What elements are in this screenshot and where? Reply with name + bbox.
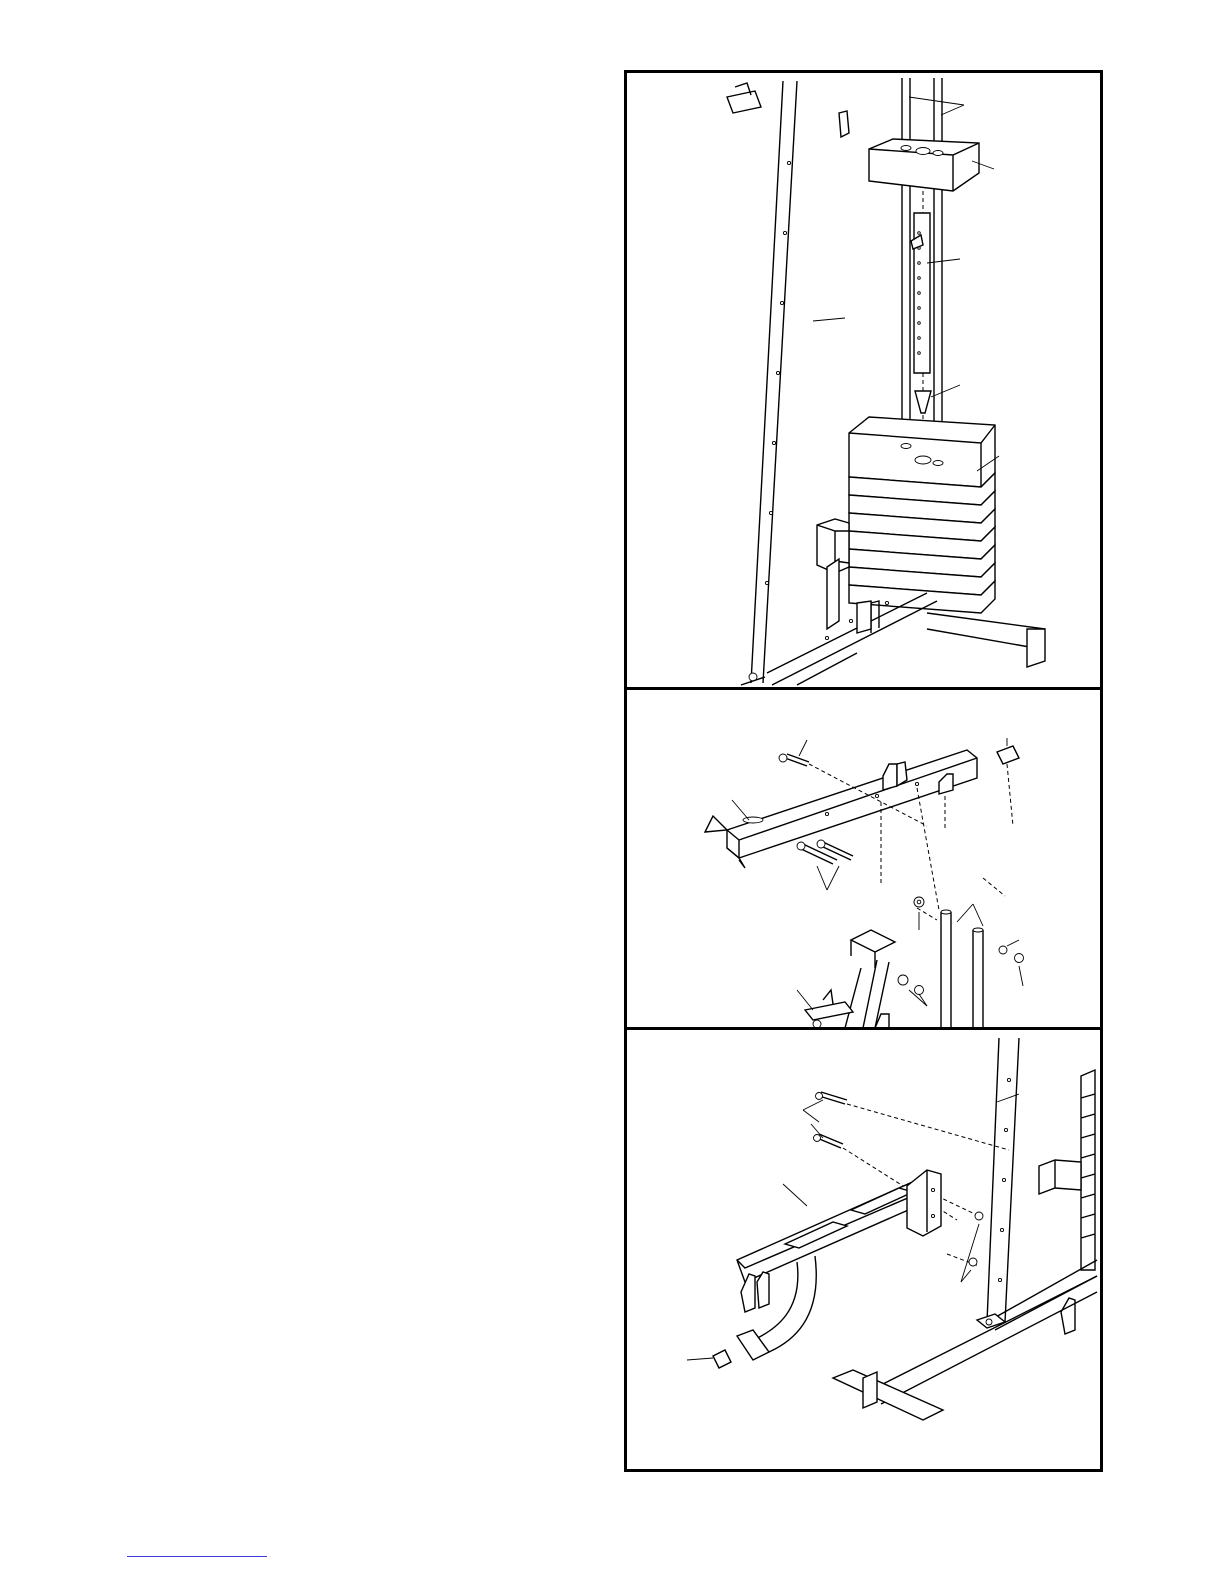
figure-panel-2 [627, 690, 1100, 1028]
figure-panel-1 [627, 73, 1100, 688]
figure-panel-3 [627, 1030, 1100, 1470]
figure-frame [624, 70, 1103, 1472]
base-frame-illustration [627, 1030, 1100, 1470]
upper-frame-illustration [627, 690, 1100, 1028]
footer-rule [127, 1556, 267, 1557]
weight-stack-illustration [627, 73, 1100, 688]
